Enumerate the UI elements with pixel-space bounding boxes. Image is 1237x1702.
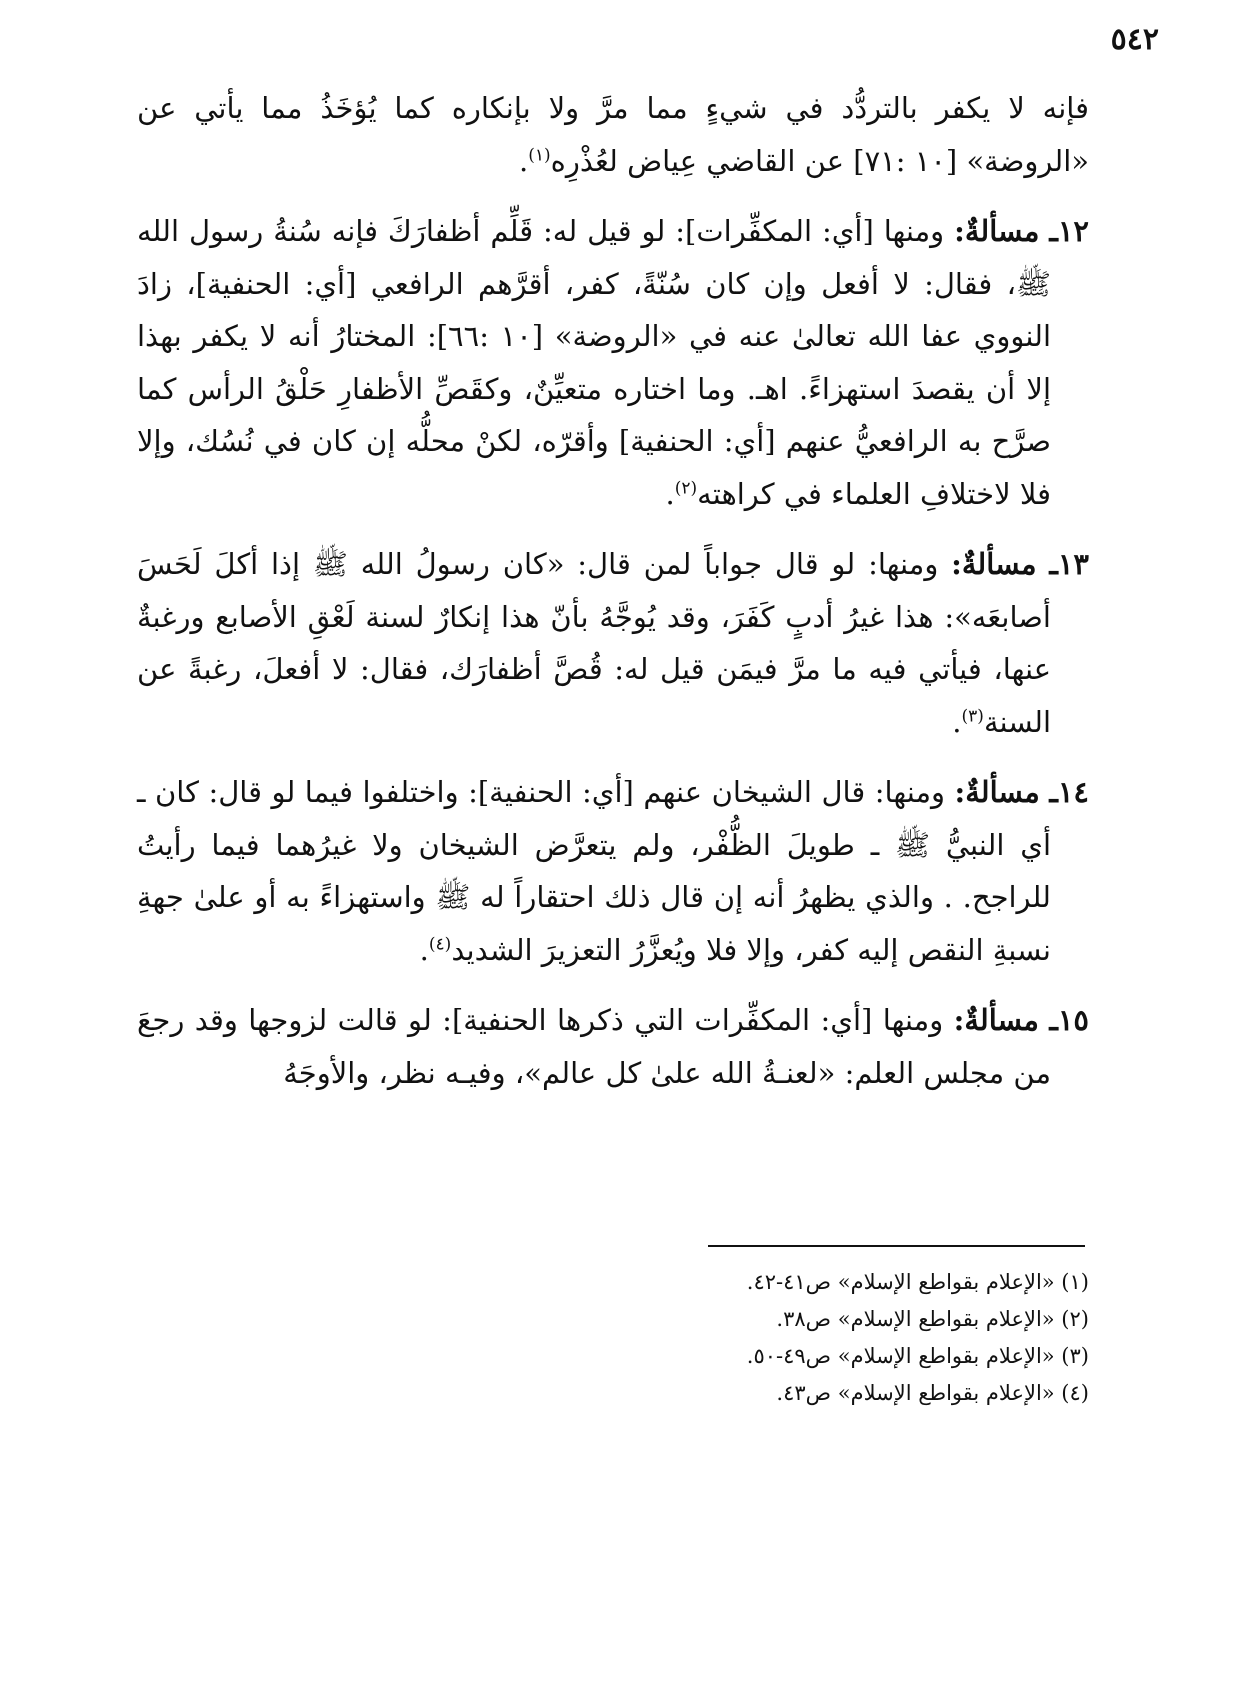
footnote: (٢) «الإعلام بقواطع الإسلام» ص٣٨.	[776, 1307, 1089, 1331]
issue-number: ١٣ـ	[1049, 547, 1089, 581]
issue-paragraph	[137, 994, 1089, 1099]
issue-number: ١٥ـ	[1049, 1003, 1090, 1037]
issue-text: ومنها: لو قال جواباً لمن قال: «كان رسولُ الله ﷺ إذا أكلَ لَحَسَ أصابعَه»: هذا غيرُ أدبٍ كَفَرَ، وقد يُوجَّهُ بأنّ هذا إنكارٌ لسنة لَعْقِ الأصابع ورغبةٌ عنها، فيأتي فيه ما مرَّ فيمَن قيل له: قُصَّ أظفارَك، فقال: لا أفعلَ، رغبةً عن السنة	[137, 547, 1051, 739]
issue-text: ومنها: قال الشيخان عنهم [أي: الحنفية]: واختلفوا فيما لو قال: كان ـ أي النبيُّ ﷺ ـ طويلَ الظُّفْر، ولم يتعرَّض الشيخان ولا غيرُهما فيما رأيتُ للراجح. . والذي يظهرُ أنه إن قال ذلك احتقاراً له ﷺ واستهزاءً به أو علىٰ جهةِ نسبةِ النقص إليه كفر، وإلا فلا ويُعزَّرُ التعزيرَ الشديد	[137, 775, 1051, 967]
issue-text: ومنها [أي: المكفِّرات]: لو قيل له: قَلِّم أظفارَكَ فإنه سُنةُ رسول الله ﷺ، فقال: لا أفعل وإن كان سُنّةً، كفر، أقرَّهم الرافعي [أي: الحنفية]، زادَ النووي عفا الله تعالىٰ عنه في «الروضة» [١٠ :٦٦]: المختارُ أنه لا يكفر بهذا إلا أن يقصدَ استهزاءً. اهـ. وما اختاره متعيِّنٌ، وكقَصِّ الأظفارِ حَلْقُ الرأس كما صرَّح به الرافعيُّ عنهم [أي: الحنفية] وأقرّه، لكنْ محلُّه إن كان في نُسُك، وإلا فلا لاختلافِ العلماء في كراهته	[137, 214, 1051, 511]
issue-paragraph	[137, 205, 1089, 520]
issue-paragraph	[137, 766, 1089, 976]
issue-tail: .	[952, 704, 962, 739]
intro-text: فإنه لا يكفر بالتردُّد في شيءٍ مما مرَّ ولا بإنكاره كما يُؤخَذُ مما يأتي عن «الروضة» [١٠ :٧١] عن القاضي عِياض لعُذْرِه	[137, 91, 1089, 178]
footnote: (١) «الإعلام بقواطع الإسلام» ص٤١-٤٢.	[746, 1270, 1089, 1294]
issue-number: ١٤ـ	[1049, 775, 1090, 809]
intro-paragraph	[137, 82, 1089, 187]
footnote-ref: (٣)	[961, 705, 984, 726]
intro-tail: .	[518, 143, 529, 178]
issue-paragraph	[137, 538, 1089, 748]
footnote-separator	[708, 1245, 1085, 1247]
issue-heading: مسألةٌ:	[953, 1003, 1039, 1037]
issue-heading: مسألةٌ:	[954, 775, 1040, 809]
footnote: (٣) «الإعلام بقواطع الإسلام» ص٤٩-٥٠.	[746, 1344, 1089, 1368]
footnote: (٤) «الإعلام بقواطع الإسلام» ص٤٣.	[776, 1381, 1089, 1405]
issue-tail: .	[419, 932, 429, 967]
page-number: ٥٤٢	[1110, 22, 1159, 57]
footnote-ref: (٤)	[428, 933, 452, 954]
issue-number: ١٢ـ	[1049, 214, 1090, 248]
issue-text: ومنها [أي: المكفِّرات التي ذكرها الحنفية]: لو قالت لزوجها وقد رجعَ من مجلس العلم: «لعنـةُ الله علىٰ كل عالم»، وفيـه نظر، والأوجَهُ	[137, 1003, 1051, 1090]
issue-heading: مسألةٌ:	[954, 214, 1040, 248]
footnote-ref: (١)	[528, 144, 551, 165]
main-text	[137, 82, 1089, 1117]
footnote-ref: (٢)	[674, 477, 698, 498]
footnotes-list	[489, 1264, 1089, 1412]
issue-heading: مسألةٌ:	[951, 547, 1037, 581]
issue-tail: .	[665, 476, 675, 511]
